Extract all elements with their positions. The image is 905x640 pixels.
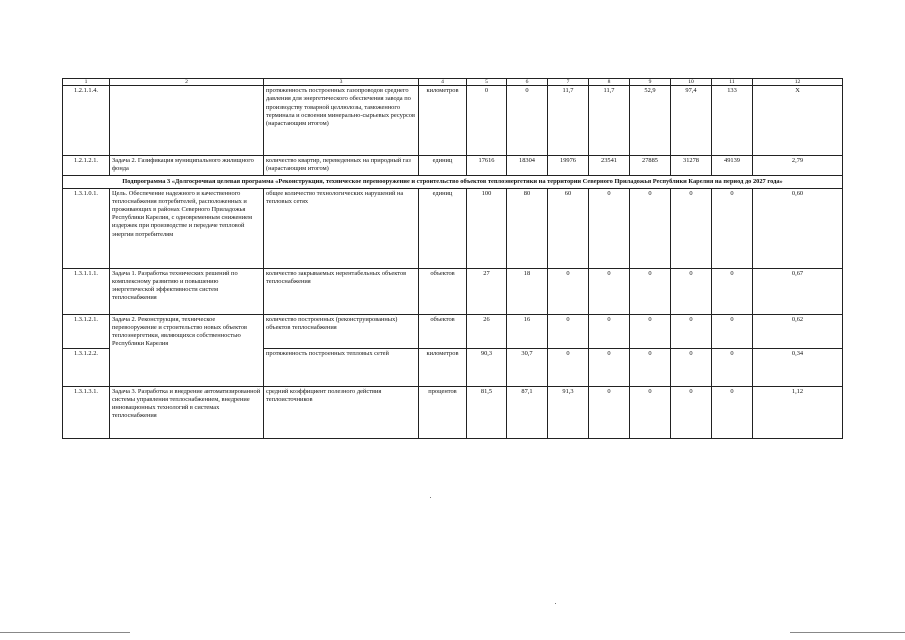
row-value: 0 [589,268,630,314]
column-number: 1 [63,79,110,86]
row-code: 1.3.1.0.1. [63,188,110,268]
column-number: 11 [712,79,753,86]
row-value: 0 [548,348,589,386]
column-number: 7 [548,79,589,86]
row-value: 0 [589,188,630,268]
column-number: 12 [753,79,843,86]
row-value: 0 [712,268,753,314]
row-value: 0,60 [753,188,843,268]
row-unit: объектов [419,314,467,348]
table-row [63,314,843,348]
row-value: 27 [467,268,507,314]
row-indicator: протяженность построенных тепловых сетей [264,348,419,386]
row-value: 0 [712,188,753,268]
row-value: 87,1 [507,386,548,438]
table-row [63,86,843,156]
row-value: 60 [548,188,589,268]
row-value: 0 [671,314,712,348]
row-task [110,86,264,156]
row-value: 0 [548,314,589,348]
row-unit: единиц [419,188,467,268]
column-number: 2 [110,79,264,86]
row-value: 11,7 [589,86,630,156]
column-number: 10 [671,79,712,86]
row-task: Задача 1. Разработка технических решений по комплексному развитию и повышению энергетической эффективности систем теплоснабжения [110,268,264,314]
row-value: 18304 [507,156,548,175]
row-code: 1.2.1.1.4. [63,86,110,156]
scan-edge-line-left [0,632,130,633]
row-value: 27885 [630,156,671,175]
indicator-table [62,78,843,439]
column-number: 3 [264,79,419,86]
table-row [63,268,843,314]
row-value: 26 [467,314,507,348]
row-value: 0 [671,188,712,268]
row-code: 1.3.1.3.1. [63,386,110,438]
row-value: 97,4 [671,86,712,156]
scan-speck [430,497,431,498]
row-value: 0 [712,348,753,386]
table-row [63,386,843,438]
row-value: 0 [548,268,589,314]
column-number: 4 [419,79,467,86]
row-value: 0 [589,386,630,438]
row-value: 23541 [589,156,630,175]
row-value: 100 [467,188,507,268]
row-value: 0 [712,314,753,348]
row-value: 91,3 [548,386,589,438]
row-value: 0 [630,268,671,314]
row-value: 81,5 [467,386,507,438]
row-value: 16 [507,314,548,348]
row-unit: километров [419,348,467,386]
row-value: 0 [712,386,753,438]
row-task: Цель. Обеспечение надежного и качественного теплоснабжения потребителей, расположенных и проживающих в районах Северного Приладожья Республики Карелия, с одновременным снижением издержек при производстве и передаче тепловой энергии потребителям [110,188,264,268]
row-value: 0 [671,386,712,438]
column-number: 8 [589,79,630,86]
row-value: 0 [630,188,671,268]
row-value: 0,67 [753,268,843,314]
table-row [63,156,843,175]
row-value: 0 [589,314,630,348]
column-number: 9 [630,79,671,86]
row-task: Задача 2. Реконструкция, техническое перевооружение и строительство новых объектов теплоэнергетики, являющихся собственностью Республики Карелия [110,314,264,386]
row-code: 1.3.1.1.1. [63,268,110,314]
row-unit: километров [419,86,467,156]
row-task: Задача 2. Газификация муниципального жилищного фонда [110,156,264,175]
row-unit: процентов [419,386,467,438]
row-value: 0,62 [753,314,843,348]
row-value: 0 [671,268,712,314]
row-value: 0 [507,86,548,156]
column-number: 5 [467,79,507,86]
column-number: 6 [507,79,548,86]
row-value: 0 [671,348,712,386]
row-code: 1.2.1.2.1. [63,156,110,175]
row-value: 1,12 [753,386,843,438]
row-task: Задача 3. Разработка и внедрение автоматизированной системы управления теплоснабжением, внедрение инновационных технологий в системах теплоснабжения [110,386,264,438]
row-value: Х [753,86,843,156]
row-value: 133 [712,86,753,156]
subprogram-row [63,175,843,188]
row-value: 19976 [548,156,589,175]
row-value: 18 [507,268,548,314]
row-value: 31278 [671,156,712,175]
row-value: 17616 [467,156,507,175]
row-indicator: количество закрываемых нерентабельных объектов теплоснабжения [264,268,419,314]
row-value: 80 [507,188,548,268]
row-value: 0,34 [753,348,843,386]
row-indicator: общее количество технологических нарушений на тепловых сетях [264,188,419,268]
row-value: 30,7 [507,348,548,386]
row-indicator: средний коэффициент полезного действия теплоисточников [264,386,419,438]
row-code: 1.3.1.2.1. [63,314,110,348]
row-value: 11,7 [548,86,589,156]
row-unit: объектов [419,268,467,314]
row-value: 0 [467,86,507,156]
row-value: 0 [630,314,671,348]
row-value: 2,79 [753,156,843,175]
subprogram-title: Подпрограмма 3 «Долгосрочная целевая программа «Реконструкция, техническое перевооружение и строительство объектов теплоэнергетики на территории Северного Приладожья Республики Карелия на период до 2027 года» [63,175,843,188]
row-value: 52,9 [630,86,671,156]
table-row [63,188,843,268]
row-indicator: количество построенных (реконструированных) объектов теплоснабжения [264,314,419,348]
row-unit: единиц [419,156,467,175]
scan-speck [555,603,556,604]
row-value: 49139 [712,156,753,175]
row-value: 90,3 [467,348,507,386]
row-value: 0 [630,348,671,386]
row-indicator: количество квартир, переведенных на природный газ (нарастающим итогом) [264,156,419,175]
row-value: 0 [630,386,671,438]
row-indicator: протяженность построенных газопроводов среднего давления для энергетического обеспечения завода по производству товарной целлюлозы, таможенного терминала и освоения минерально-сырьевых ресурсов (нарастающим итогом) [264,86,419,156]
row-value: 0 [589,348,630,386]
column-number-row [63,79,843,86]
scan-edge-line-right [790,632,905,633]
row-code: 1.3.1.2.2. [63,348,110,386]
